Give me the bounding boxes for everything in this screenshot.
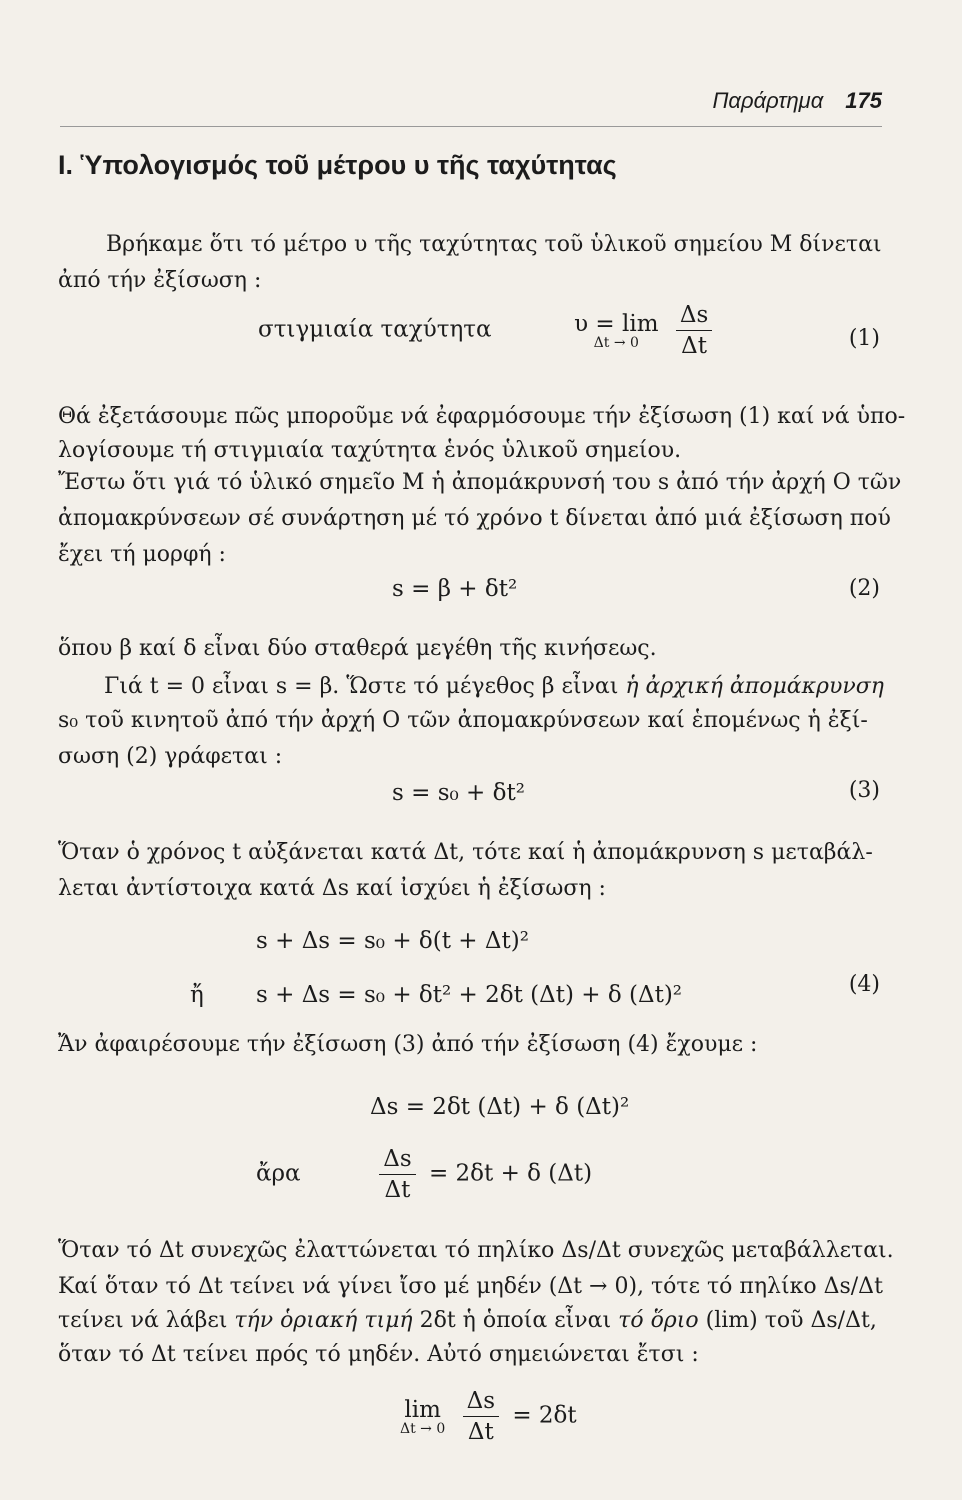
eq1-lhs: υ = lim [574, 310, 659, 337]
equation-5: Δs = 2δt (Δt) + δ (Δt)² [370, 1094, 630, 1120]
eq1-limit-sub: Δt → 0 [593, 334, 639, 351]
equation-6 [256, 1144, 592, 1205]
header-rule [60, 126, 882, 127]
para7-line4: ὅταν τό Δt τείνει πρός τό μηδέν. Αὐτό σημειώνεται ἔτσι : [58, 1342, 699, 1367]
page-number: 175 [845, 88, 882, 113]
para5-line2: λεται ἀντίστοιχα κατά Δs καί ἰσχύει ἡ ἐξίσωση : [58, 876, 606, 901]
eq4-number: (4) [848, 972, 880, 997]
equation-7 [396, 1386, 577, 1447]
eq1-limit [574, 312, 658, 350]
para7-line3-emphasis1: τήν ὁριακή τιμή [234, 1308, 413, 1333]
section-heading: I. Ὑπολογισμός τοῦ μέτρου υ τῆς ταχύτητας [58, 150, 617, 180]
running-head [712, 88, 882, 114]
para4-line2-text: Γιά t = 0 εἶναι s = β. Ὥστε τό μέγεθος β εἶναι [104, 674, 626, 699]
para4-line4: σωση (2) γράφεται : [58, 744, 283, 769]
eq1-label: στιγμιαία ταχύτητα [258, 316, 492, 343]
equation-4b-prefix: ἤ [190, 982, 204, 1008]
para3-line3: ἔχει τή μορφή : [58, 542, 226, 567]
para1-line1: Βρήκαμε ὅτι τό μέτρο υ τῆς ταχύτητας τοῦ ὑλικοῦ σημείου Μ δίνεται [106, 232, 882, 257]
equation-1 [258, 300, 718, 361]
eq6-den: Δt [384, 1177, 411, 1203]
para3-line1: Ἔστω ὅτι γιά τό ὑλικό σημεῖο Μ ἡ ἀπομάκρυνσή του s ἀπό τήν ἀρχή Ο τῶν [58, 470, 902, 495]
para2-line1: Θά ἐξετάσουμε πῶς μποροῦμε νά ἐφαρμόσουμε τήν ἐξίσωση (1) καί νά ὑπο- [58, 404, 906, 429]
para3-line2: ἀπομακρύνσεων σέ συνάρτηση μέ τό χρόνο t δίνεται ἀπό μιά ἐξίσωση πού [58, 506, 891, 531]
equation-4b: s + Δs = s₀ + δt² + 2δt (Δt) + δ (Δt)² [256, 982, 683, 1008]
eq7-limit [400, 1398, 445, 1436]
para6-line1: Ἄν ἀφαιρέσουμε τήν ἐξίσωση (3) ἀπό τήν ἐξίσωση (4) ἔχουμε : [58, 1032, 758, 1057]
para7-line3 [58, 1302, 877, 1340]
para4-line2 [104, 668, 884, 706]
para7-line3-e: (lim) τοῦ Δs/Δt, [698, 1308, 877, 1333]
eq7-rhs: = 2δt [512, 1402, 577, 1429]
equation-2: s = β + δt² [392, 576, 518, 602]
para4-line3: s₀ τοῦ κινητοῦ ἀπό τήν ἀρχή Ο τῶν ἀπομακρύνσεων καί ἑπομένως ἡ ἐξί- [58, 708, 868, 733]
eq1-number: (1) [848, 326, 880, 351]
eq2-number: (2) [848, 576, 880, 601]
eq6-fraction [379, 1144, 415, 1205]
eq7-limit-sub: Δt → 0 [400, 1420, 446, 1437]
equation-4a: s + Δs = s₀ + δ(t + Δt)² [256, 928, 529, 954]
eq7-fraction [463, 1386, 499, 1447]
eq1-num: Δs [676, 300, 712, 331]
eq6-rhs: = 2δt + δ (Δt) [428, 1160, 593, 1187]
para7-line3-c: 2δt ἡ ὁποία εἶναι [412, 1308, 619, 1333]
eq7-lim: lim [404, 1396, 441, 1423]
para5-line1: Ὅταν ὁ χρόνος t αὐξάνεται κατά Δt, τότε καί ἡ ἀπομάκρυνση s μεταβάλ- [58, 840, 873, 865]
eq6-prefix: ἄρα [256, 1160, 301, 1187]
para7-line3-emphasis2: τό ὅριο [618, 1308, 699, 1333]
running-head-title: Παράρτημα [712, 88, 824, 113]
eq3-number: (3) [848, 778, 880, 803]
para7-line2: Καί ὅταν τό Δt τείνει νά γίνει ἴσο μέ μηδέν (Δt → 0), τότε τό πηλίκο Δs/Δt [58, 1274, 883, 1299]
equation-3: s = s₀ + δt² [392, 780, 525, 806]
eq6-num: Δs [379, 1144, 415, 1175]
para4-line2-emphasis: ἡ ἀρχική ἀπομάκρυνση [625, 674, 884, 699]
eq1-den: Δt [681, 333, 707, 359]
para7-line1: Ὅταν τό Δt συνεχῶς ἐλαττώνεται τό πηλίκο Δs/Δt συνεχῶς μεταβάλλεται. [58, 1238, 894, 1263]
para1-line2: ἀπό τήν ἐξίσωση : [58, 268, 262, 293]
para4-line1: ὅπου β καί δ εἶναι δύο σταθερά μεγέθη τῆς κινήσεως. [58, 636, 657, 661]
para7-line3-a: τείνει νά λάβει [58, 1308, 235, 1333]
eq7-den: Δt [467, 1419, 494, 1445]
para2-line2: λογίσουμε τή στιγμιαία ταχύτητα ἑνός ὑλικοῦ σημείου. [58, 438, 682, 463]
eq7-num: Δs [463, 1386, 499, 1417]
eq1-fraction [676, 300, 712, 361]
